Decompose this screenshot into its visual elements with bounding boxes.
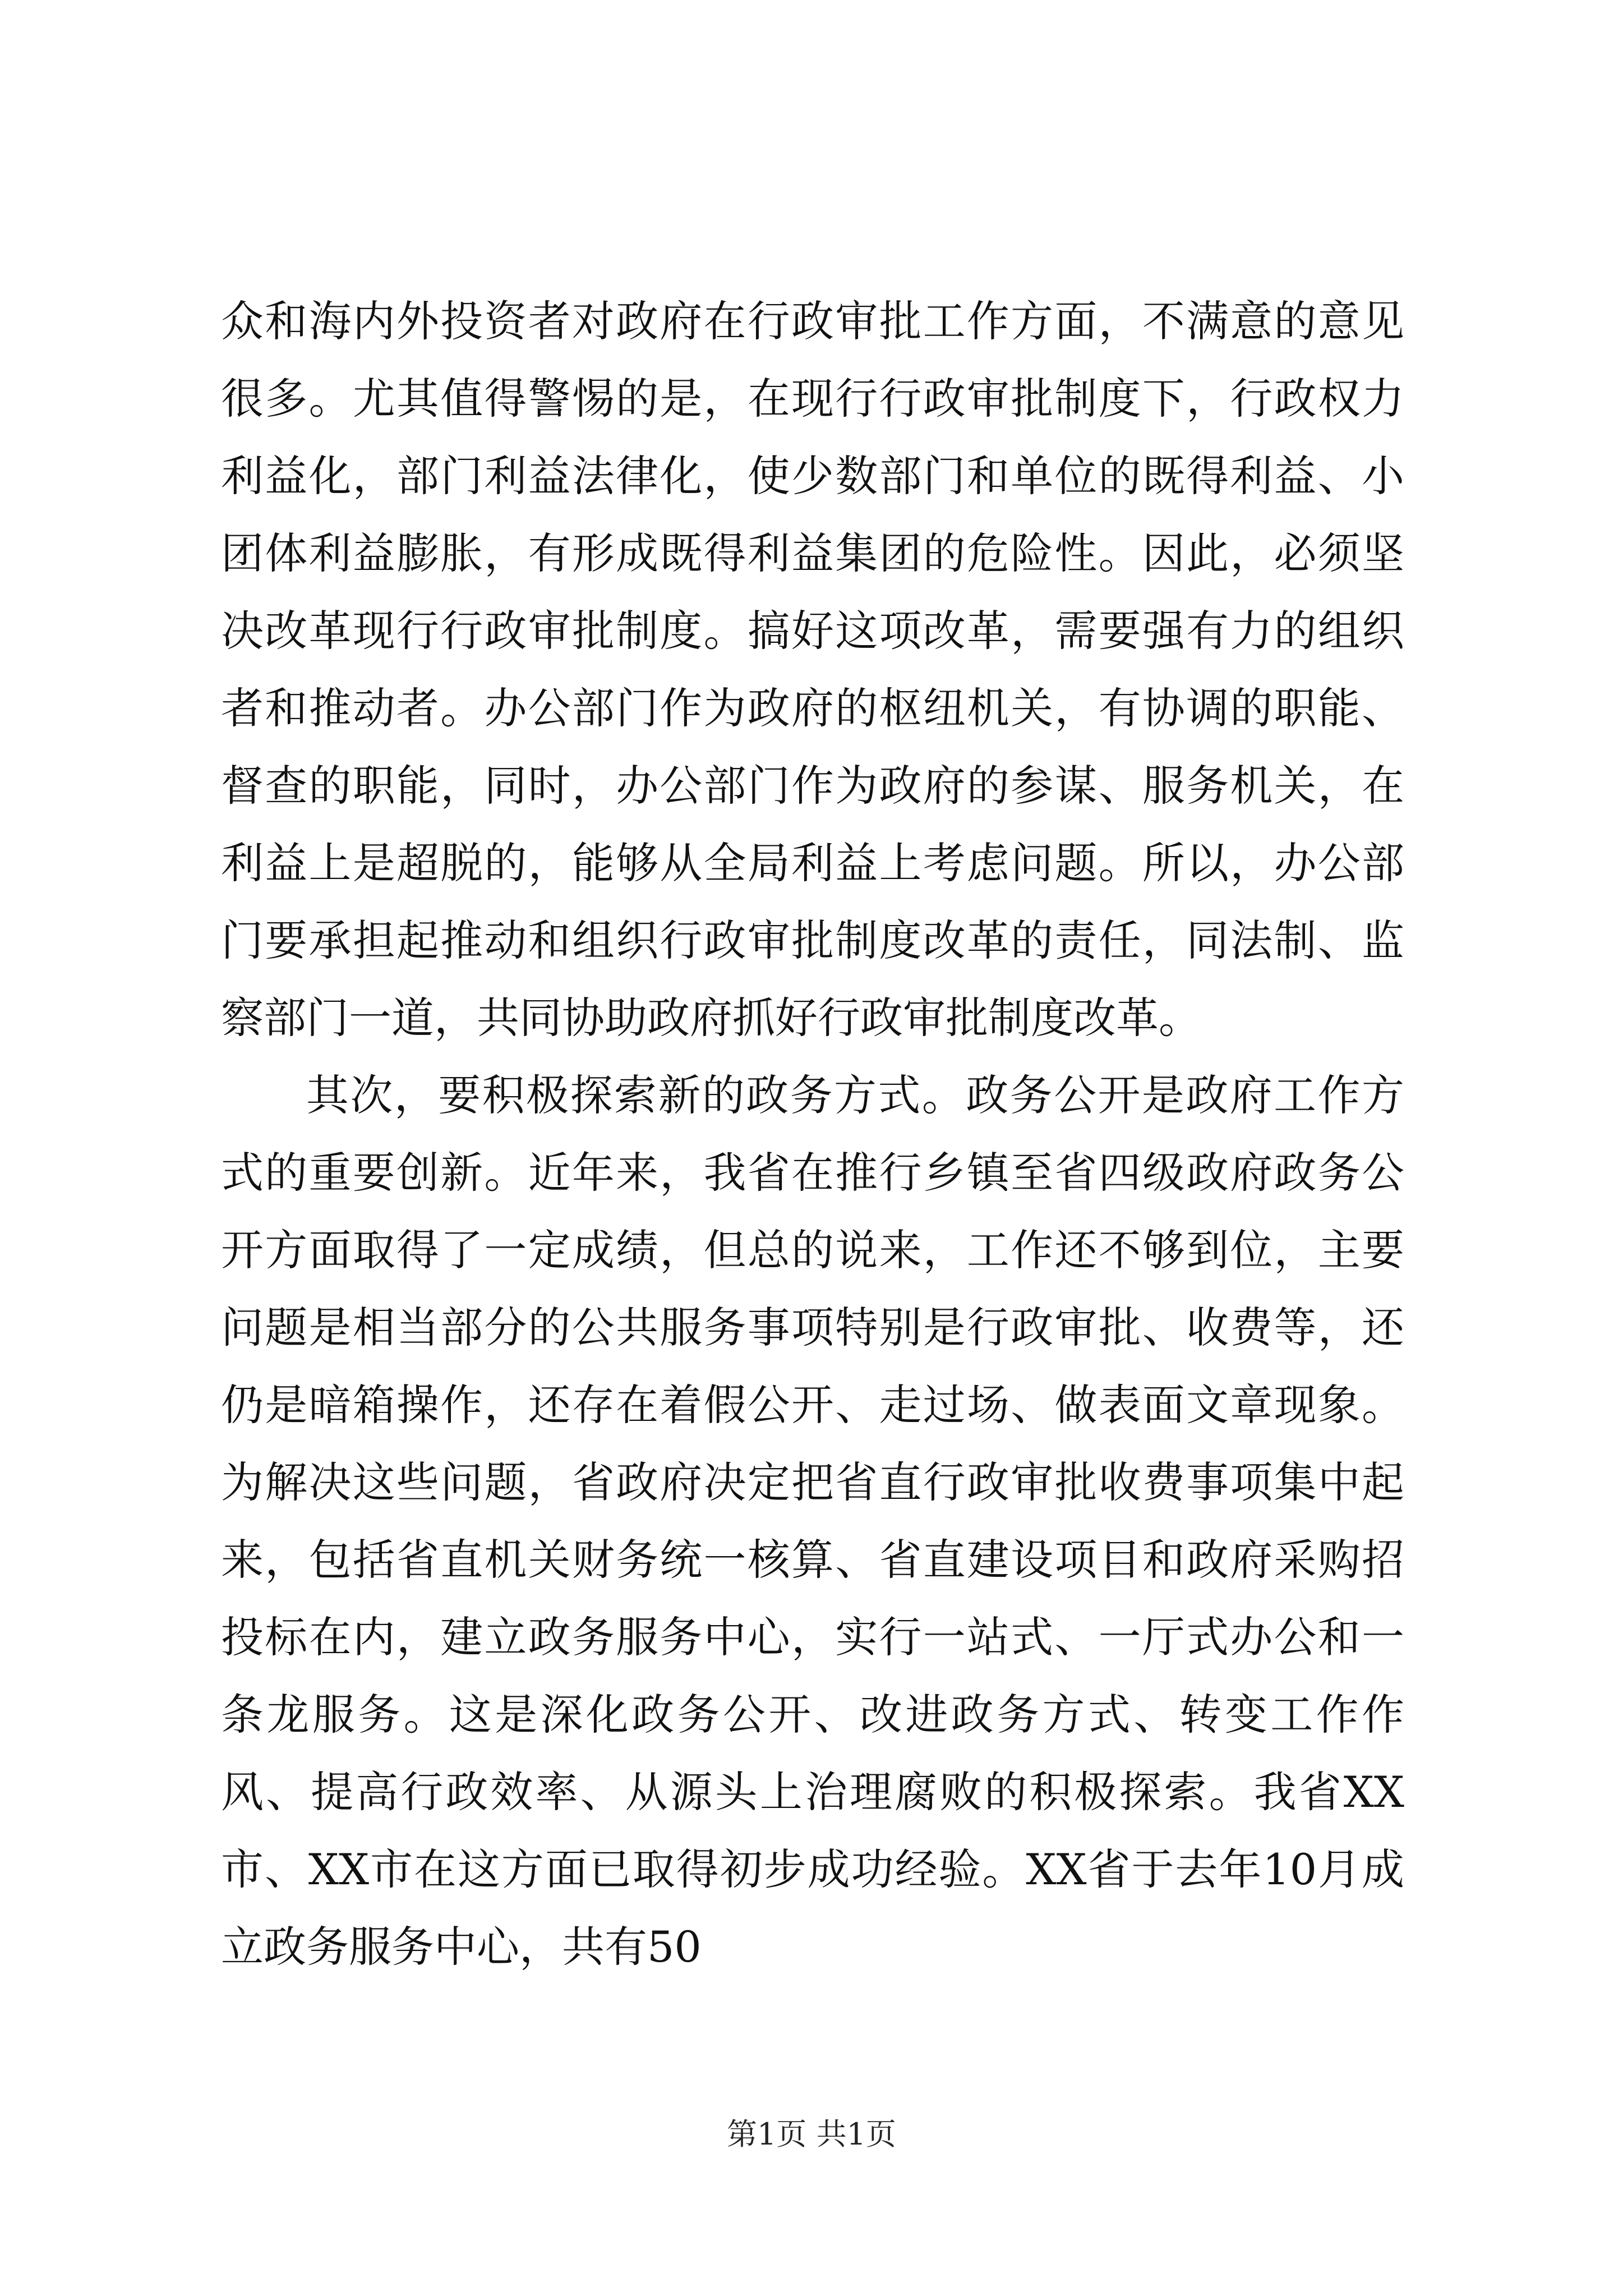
page-footer: 第1页 共1页 bbox=[727, 2116, 896, 2152]
paragraph-continuation: 众和海内外投资者对政府在行政审批工作方面，不满意的意见很多。尤其值得警惕的是，在现行行政审批制度下，行政权力利益化，部门利益法律化，使少数部门和单位的既得利益、小团体利益膨胀，有形成既得利益集团的危险性。因此，必须坚决改革现行行政审批制度。搞好这项改革，需要强有力的组织者和推动者。办公部门作为政府的枢纽机关，有协调的职能、督查的职能，同时，办公部门作为政府的参谋、服务机关，在利益上是超脱的，能够从全局利益上考虑问题。所以，办公部门要承担起推动和组织行政审批制度改革的责任，同法制、监察部门一道，共同协助政府抓好行政审批制度改革。 bbox=[221, 296, 1404, 1043]
body-text bbox=[221, 283, 1404, 1986]
paragraph-second: 其次，要积极探索新的政务方式。政务公开是政府工作方式的重要创新。近年来，我省在推行乡镇至省四级政府政务公开方面取得了一定成绩，但总的说来，工作还不够到位，主要问题是相当部分的公共服务事项特别是行政审批、收费等，还仍是暗箱操作，还存在着假公开、走过场、做表面文章现象。为解决这些问题，省政府决定把省直行政审批收费事项集中起来，包括省直机关财务统一核算、省直建设项目和政府采购招投标在内，建立政务服务中心，实行一站式、一厅式办公和一条龙服务。这是深化政务公开、改进政务方式、转变工作作风、提高行政效率、从源头上治理腐败的积极探索。我省XX市、XX市在这方面已取得初步成功经验。XX省于去年10月成立政务服务中心，共有50 bbox=[221, 1070, 1404, 1972]
